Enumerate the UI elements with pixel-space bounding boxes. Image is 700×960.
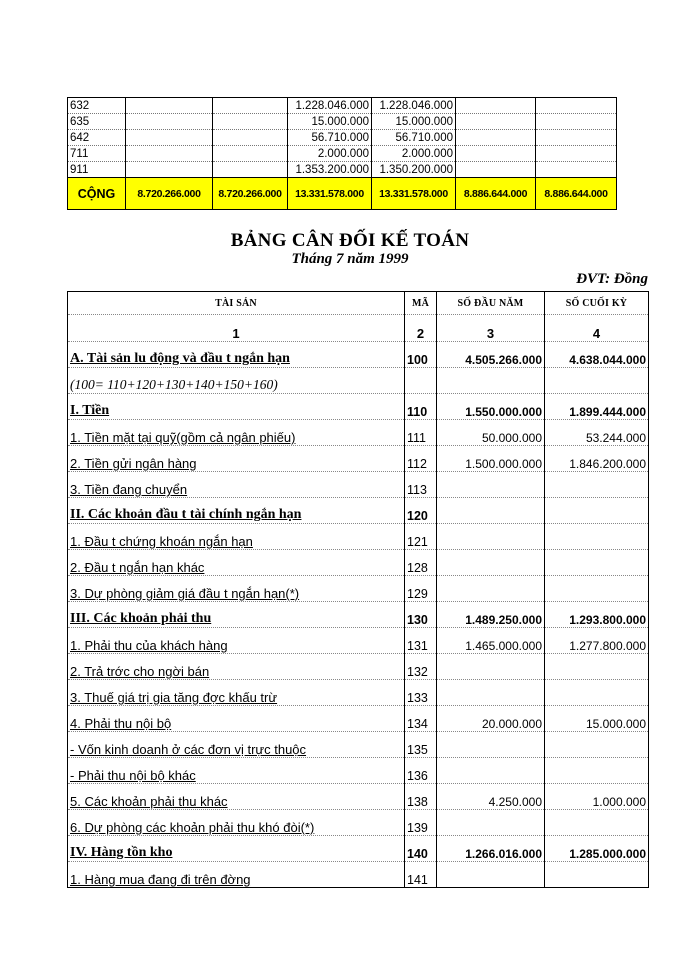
row-opening-balance: 4.250.000 — [437, 784, 545, 810]
row-item-name: 3. Dự phòng giảm giá đầu t ngắn hạn(*) — [68, 576, 405, 602]
row-closing-balance: 53.244.000 — [545, 420, 649, 446]
index-opening: 3 — [437, 315, 545, 342]
row-closing-balance: 1.899.444.000 — [545, 394, 649, 420]
row-item-name: 2. Tiền gửi ngân hàng — [68, 446, 405, 472]
row-closing-balance — [545, 368, 649, 394]
ledger-amount — [536, 114, 617, 130]
ledger-amount — [536, 162, 617, 178]
row-item-name: 4. Phải thu nội bộ — [68, 706, 405, 732]
ledger-amount — [456, 162, 536, 178]
ledger-account: 642 — [68, 130, 126, 146]
row-closing-balance — [545, 576, 649, 602]
row-closing-balance — [545, 524, 649, 550]
row-item-name: IV. Hàng tồn kho — [68, 836, 405, 862]
index-asset: 1 — [68, 315, 405, 342]
ledger-total-amount: 13.331.578.000 — [288, 178, 372, 210]
row-closing-balance — [545, 654, 649, 680]
ledger-amount — [456, 114, 536, 130]
row-item-name: 1. Tiền mặt tại quỹ(gồm cả ngân phiếu) — [68, 420, 405, 446]
ledger-amount: 15.000.000 — [372, 114, 456, 130]
row-opening-balance — [437, 680, 545, 706]
balance-sheet-row — [68, 680, 649, 706]
balance-sheet-row — [68, 446, 649, 472]
balance-sheet-row — [68, 602, 649, 628]
row-opening-balance: 50.000.000 — [437, 420, 545, 446]
row-closing-balance — [545, 680, 649, 706]
ledger-amount — [126, 162, 213, 178]
header-row — [68, 292, 649, 315]
ledger-total-label: CỘNG — [68, 178, 126, 210]
row-item-name: II. Các khoản đầu t tài chính ngắn hạn — [68, 498, 405, 524]
row-closing-balance — [545, 758, 649, 784]
row-opening-balance — [437, 550, 545, 576]
row-opening-balance — [437, 524, 545, 550]
ledger-row — [68, 114, 617, 130]
ledger-amount: 56.710.000 — [372, 130, 456, 146]
ledger-amount — [126, 114, 213, 130]
row-item-name: 2. Đầu t ngắn hạn khác — [68, 550, 405, 576]
balance-sheet-row — [68, 758, 649, 784]
ledger-table — [67, 97, 617, 210]
ledger-amount: 1.353.200.000 — [288, 162, 372, 178]
ledger-account: 911 — [68, 162, 126, 178]
row-opening-balance — [437, 498, 545, 524]
row-code: 136 — [405, 758, 437, 784]
ledger-amount: 56.710.000 — [288, 130, 372, 146]
row-opening-balance — [437, 758, 545, 784]
row-closing-balance — [545, 862, 649, 888]
ledger-amount — [456, 98, 536, 114]
balance-sheet-row — [68, 394, 649, 420]
row-closing-balance: 1.293.800.000 — [545, 602, 649, 628]
row-opening-balance — [437, 862, 545, 888]
ledger-account: 635 — [68, 114, 126, 130]
row-code: 139 — [405, 810, 437, 836]
balance-sheet-row — [68, 342, 649, 368]
row-code: 130 — [405, 602, 437, 628]
row-item-name: 5. Các khoản phải thu khác — [68, 784, 405, 810]
row-code: 138 — [405, 784, 437, 810]
row-closing-balance — [545, 550, 649, 576]
balance-sheet-row — [68, 784, 649, 810]
report-period: Tháng 7 năm 1999 — [291, 251, 409, 267]
row-closing-balance: 1.000.000 — [545, 784, 649, 810]
ledger-total-amount: 8.886.644.000 — [536, 178, 617, 210]
ledger-amount — [213, 162, 288, 178]
ledger-amount — [126, 130, 213, 146]
header-code: MÃ — [405, 292, 437, 315]
row-code: 129 — [405, 576, 437, 602]
row-code: 100 — [405, 342, 437, 368]
column-index-row — [68, 315, 649, 342]
balance-sheet-row — [68, 810, 649, 836]
row-code: 140 — [405, 836, 437, 862]
row-opening-balance: 20.000.000 — [437, 706, 545, 732]
ledger-total-amount: 8.886.644.000 — [456, 178, 536, 210]
row-opening-balance — [437, 576, 545, 602]
ledger-row — [68, 130, 617, 146]
row-code: 141 — [405, 862, 437, 888]
balance-sheet-row — [68, 862, 649, 888]
ledger-amount — [456, 146, 536, 162]
row-item-name: 2. Trả trớc cho ngời bán — [68, 654, 405, 680]
row-code: 135 — [405, 732, 437, 758]
row-code: 128 — [405, 550, 437, 576]
ledger-amount: 1.228.046.000 — [372, 98, 456, 114]
row-opening-balance: 1.266.016.000 — [437, 836, 545, 862]
row-closing-balance: 15.000.000 — [545, 706, 649, 732]
balance-sheet-row — [68, 576, 649, 602]
row-code: 121 — [405, 524, 437, 550]
ledger-amount — [126, 98, 213, 114]
balance-sheet-row — [68, 368, 649, 394]
row-code: 134 — [405, 706, 437, 732]
row-closing-balance — [545, 810, 649, 836]
ledger-amount: 15.000.000 — [288, 114, 372, 130]
row-item-name: 3. Tiền đang chuyển — [68, 472, 405, 498]
row-item-name: A. Tài sản lu động và đầu t ngắn hạn — [68, 342, 405, 368]
ledger-row — [68, 162, 617, 178]
balance-sheet-row — [68, 732, 649, 758]
ledger-amount — [536, 98, 617, 114]
row-code: 133 — [405, 680, 437, 706]
row-code: 111 — [405, 420, 437, 446]
ledger-amount — [213, 114, 288, 130]
ledger-total-row — [68, 178, 617, 210]
ledger-account: 632 — [68, 98, 126, 114]
ledger-row — [68, 146, 617, 162]
ledger-amount — [213, 146, 288, 162]
row-code: 113 — [405, 472, 437, 498]
row-opening-balance — [437, 368, 545, 394]
balance-sheet-row — [68, 706, 649, 732]
row-opening-balance — [437, 732, 545, 758]
ledger-account: 711 — [68, 146, 126, 162]
ledger-amount — [213, 130, 288, 146]
row-opening-balance — [437, 654, 545, 680]
balance-sheet-row — [68, 524, 649, 550]
row-opening-balance: 1.550.000.000 — [437, 394, 545, 420]
row-item-name: (100= 110+120+130+140+150+160) — [68, 368, 405, 394]
ledger-amount — [456, 130, 536, 146]
index-closing: 4 — [545, 315, 649, 342]
ledger-amount — [213, 98, 288, 114]
report-title: BẢNG CÂN ĐỐI KẾ TOÁN — [230, 230, 470, 251]
row-code: 110 — [405, 394, 437, 420]
row-closing-balance — [545, 472, 649, 498]
row-opening-balance: 4.505.266.000 — [437, 342, 545, 368]
row-code — [405, 368, 437, 394]
header-asset: TÀI SẢN — [68, 292, 405, 315]
balance-sheet-row — [68, 420, 649, 446]
row-item-name: 1. Phải thu của khách hàng — [68, 628, 405, 654]
index-code: 2 — [405, 315, 437, 342]
ledger-amount: 1.350.200.000 — [372, 162, 456, 178]
row-item-name: 6. Dự phòng các khoản phải thu khó đòi(*) — [68, 810, 405, 836]
balance-sheet-row — [68, 550, 649, 576]
row-closing-balance: 1.846.200.000 — [545, 446, 649, 472]
balance-sheet-row — [68, 628, 649, 654]
row-closing-balance — [545, 498, 649, 524]
row-opening-balance — [437, 472, 545, 498]
row-code: 132 — [405, 654, 437, 680]
row-item-name: 1. Hàng mua đang đi trên đờng — [68, 862, 405, 888]
row-closing-balance — [545, 732, 649, 758]
header-closing: SỐ CUỐI KỲ — [545, 292, 649, 315]
balance-sheet-row — [68, 498, 649, 524]
balance-sheet-table — [67, 291, 649, 888]
row-item-name: III. Các khoản phải thu — [68, 602, 405, 628]
row-opening-balance: 1.500.000.000 — [437, 446, 545, 472]
row-closing-balance: 4.638.044.000 — [545, 342, 649, 368]
ledger-total-amount: 13.331.578.000 — [372, 178, 456, 210]
row-item-name: - Phải thu nội bộ khác — [68, 758, 405, 784]
balance-sheet-row — [68, 472, 649, 498]
ledger-amount: 2.000.000 — [288, 146, 372, 162]
ledger-amount: 1.228.046.000 — [288, 98, 372, 114]
row-code: 131 — [405, 628, 437, 654]
row-item-name: 1. Đầu t chứng khoán ngắn hạn — [68, 524, 405, 550]
row-item-name: I. Tiền — [68, 394, 405, 420]
balance-sheet-row — [68, 654, 649, 680]
row-code: 120 — [405, 498, 437, 524]
row-opening-balance — [437, 810, 545, 836]
ledger-total-amount: 8.720.266.000 — [213, 178, 288, 210]
ledger-amount — [536, 130, 617, 146]
row-closing-balance: 1.277.800.000 — [545, 628, 649, 654]
ledger-total-amount: 8.720.266.000 — [126, 178, 213, 210]
ledger-amount — [126, 146, 213, 162]
row-code: 112 — [405, 446, 437, 472]
row-opening-balance: 1.489.250.000 — [437, 602, 545, 628]
currency-unit: ĐVT: Đồng — [576, 271, 648, 287]
ledger-amount — [536, 146, 617, 162]
row-closing-balance: 1.285.000.000 — [545, 836, 649, 862]
balance-sheet-row — [68, 836, 649, 862]
row-item-name: - Vốn kinh doanh ở các đơn vị trực thuộc — [68, 732, 405, 758]
ledger-amount: 2.000.000 — [372, 146, 456, 162]
ledger-row — [68, 98, 617, 114]
header-opening: SỐ ĐẦU NĂM — [437, 292, 545, 315]
row-opening-balance: 1.465.000.000 — [437, 628, 545, 654]
row-item-name: 3. Thuế giá trị gia tăng đợc khấu trừ — [68, 680, 405, 706]
